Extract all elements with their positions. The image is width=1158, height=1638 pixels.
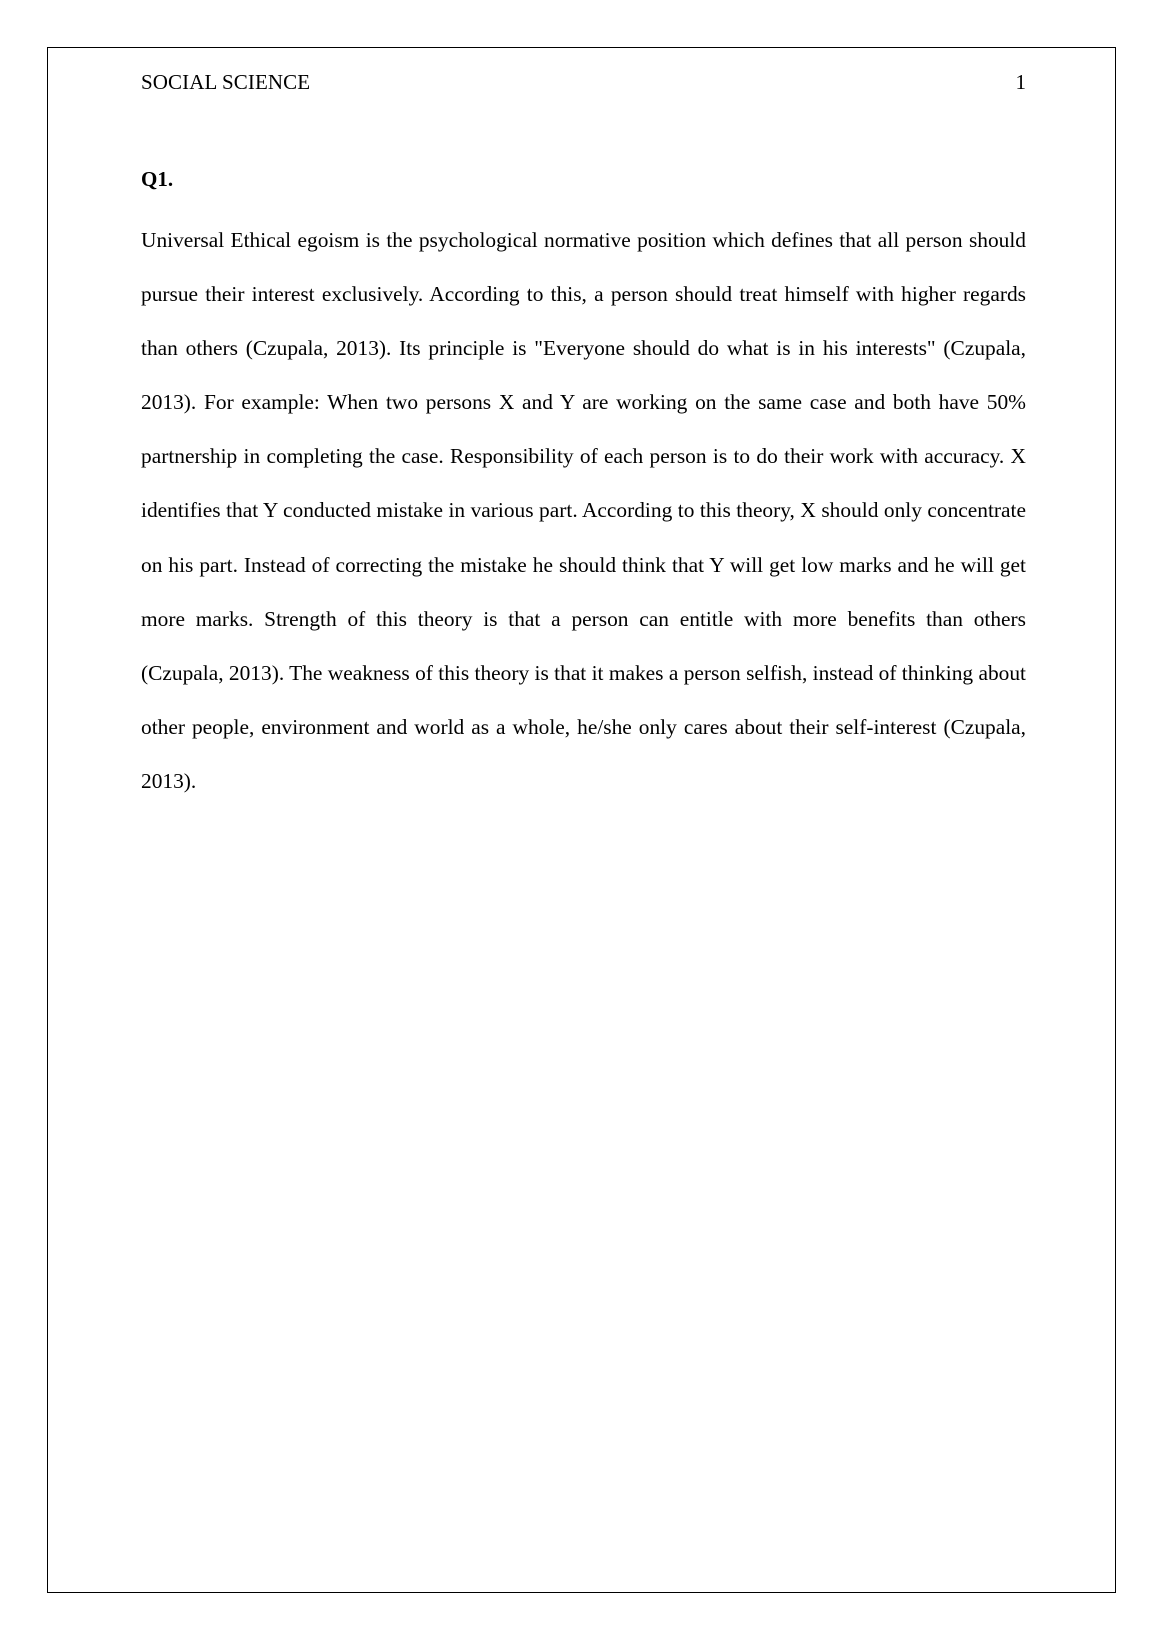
running-head: SOCIAL SCIENCE <box>141 70 311 94</box>
page-number: 1 <box>1015 70 1026 94</box>
question-heading: Q1. <box>141 167 174 191</box>
answer-paragraph: Universal Ethical egoism is the psychological normative position which defines that all person should pursue their interest exclusively. According to this, a person should treat himself with higher regards than others (Czupala, 2013). Its principle is "Everyone should do what is in his interests" (Czupala, 2013). For example: When two persons X and Y are working on the same case and both have 50% partnership in completing the case. Responsibility of each person is to do their work with accuracy. X identifies that Y conducted mistake in various part. According to this theory, X should only concentrate on his part. Instead of correcting the mistake he should think that Y will get low marks and he will get more marks. Strength of this theory is that a person can entitle with more benefits than others (Czupala, 2013). The weakness of this theory is that it makes a person selfish, instead of thinking about other people, environment and world as a whole, he/she only cares about their self-interest (Czupala, 2013). <box>141 228 1026 793</box>
